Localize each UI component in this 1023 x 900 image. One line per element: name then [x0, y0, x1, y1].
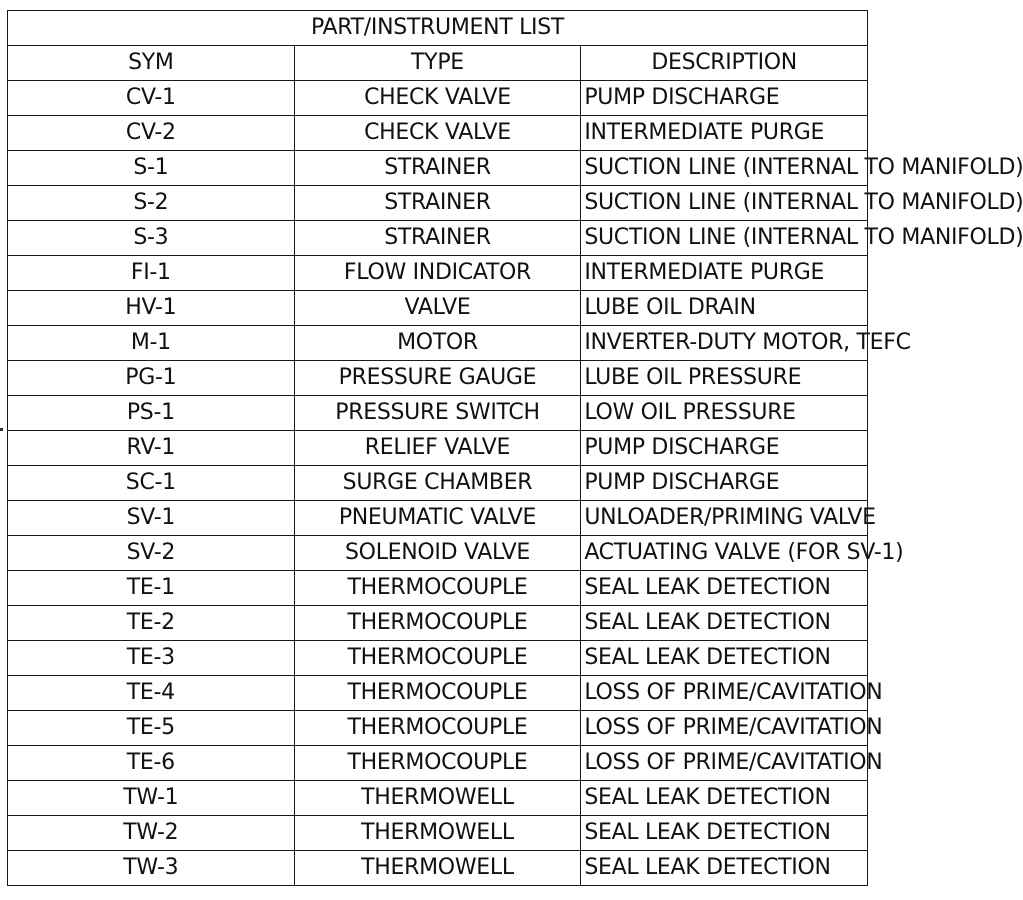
table-row	[8, 676, 868, 711]
cell-sym: SV-1	[8, 501, 295, 536]
cell-type: MOTOR	[294, 326, 581, 361]
cell-description: SUCTION LINE (INTERNAL TO MANIFOLD)	[581, 186, 868, 221]
cell-description: SUCTION LINE (INTERNAL TO MANIFOLD)	[581, 221, 868, 256]
cell-description: LOSS OF PRIME/CAVITATION	[581, 711, 868, 746]
cell-type: PRESSURE SWITCH	[294, 396, 581, 431]
cell-type: PNEUMATIC VALVE	[294, 501, 581, 536]
table-row	[8, 221, 868, 256]
cell-type: THERMOCOUPLE	[294, 676, 581, 711]
cell-description: SEAL LEAK DETECTION	[581, 816, 868, 851]
table-row	[8, 151, 868, 186]
cell-description: LOSS OF PRIME/CAVITATION	[581, 676, 868, 711]
cell-description: INTERMEDIATE PURGE	[581, 116, 868, 151]
table-row	[8, 431, 868, 466]
cell-type: THERMOCOUPLE	[294, 641, 581, 676]
cell-sym: TW-1	[8, 781, 295, 816]
table-body	[8, 81, 1023, 886]
cell-sym: CV-2	[8, 116, 295, 151]
header-sym: SYM	[8, 46, 295, 81]
cell-description: PUMP DISCHARGE	[581, 431, 868, 466]
cell-description: LOSS OF PRIME/CAVITATION	[581, 746, 868, 781]
cell-description: INTERMEDIATE PURGE	[581, 256, 868, 291]
cell-description: SEAL LEAK DETECTION	[581, 571, 868, 606]
cell-type: SURGE CHAMBER	[294, 466, 581, 501]
table-row	[8, 536, 868, 571]
cell-sym: M-1	[8, 326, 295, 361]
cell-type: CHECK VALVE	[294, 116, 581, 151]
cell-description: SEAL LEAK DETECTION	[581, 641, 868, 676]
cell-description: LOW OIL PRESSURE	[581, 396, 868, 431]
cell-sym: TE-6	[8, 746, 295, 781]
cell-sym: TW-2	[8, 816, 295, 851]
cell-description: ACTUATING VALVE (FOR SV-1)	[581, 536, 868, 571]
cell-sym: TE-1	[8, 571, 295, 606]
table-row	[8, 606, 868, 641]
cell-description: SUCTION LINE (INTERNAL TO MANIFOLD)	[581, 151, 868, 186]
cell-description: UNLOADER/PRIMING VALVE	[581, 501, 868, 536]
table-row	[8, 291, 868, 326]
header-description: DESCRIPTION	[581, 46, 868, 81]
cell-type: SOLENOID VALVE	[294, 536, 581, 571]
cell-type: THERMOWELL	[294, 851, 581, 886]
cell-description: LUBE OIL PRESSURE	[581, 361, 868, 396]
table-row	[8, 396, 868, 431]
cell-sym: S-1	[8, 151, 295, 186]
table-row	[8, 361, 868, 396]
table-row	[8, 641, 868, 676]
cell-type: STRAINER	[294, 221, 581, 256]
cell-type: THERMOCOUPLE	[294, 711, 581, 746]
cell-description: SEAL LEAK DETECTION	[581, 606, 868, 641]
cell-sym: TE-2	[8, 606, 295, 641]
cell-type: VALVE	[294, 291, 581, 326]
cell-description: LUBE OIL DRAIN	[581, 291, 868, 326]
table-row	[8, 571, 868, 606]
cell-sym: TE-4	[8, 676, 295, 711]
table-row	[8, 816, 868, 851]
cell-sym: HV-1	[8, 291, 295, 326]
cell-description: PUMP DISCHARGE	[581, 466, 868, 501]
table-row	[8, 466, 868, 501]
table-row	[8, 116, 868, 151]
cell-sym: TE-3	[8, 641, 295, 676]
cell-description: SEAL LEAK DETECTION	[581, 851, 868, 886]
cell-sym: PG-1	[8, 361, 295, 396]
cell-sym: SC-1	[8, 466, 295, 501]
header-row	[8, 46, 868, 81]
parts-table	[7, 10, 1023, 886]
cell-type: THERMOCOUPLE	[294, 606, 581, 641]
table-row	[8, 711, 868, 746]
cell-sym: S-3	[8, 221, 295, 256]
cell-sym: TE-5	[8, 711, 295, 746]
title-row	[8, 11, 868, 46]
cell-type: THERMOCOUPLE	[294, 746, 581, 781]
cell-type: THERMOWELL	[294, 781, 581, 816]
cell-type: PRESSURE GAUGE	[294, 361, 581, 396]
cell-sym: CV-1	[8, 81, 295, 116]
table-row	[8, 501, 868, 536]
part-instrument-list	[7, 10, 1023, 886]
table-row	[8, 781, 868, 816]
cell-type: FLOW INDICATOR	[294, 256, 581, 291]
cell-description: PUMP DISCHARGE	[581, 81, 868, 116]
table-row	[8, 256, 868, 291]
cell-sym: SV-2	[8, 536, 295, 571]
cell-sym: FI-1	[8, 256, 295, 291]
table-row	[8, 746, 868, 781]
table-row	[8, 186, 868, 221]
table-title: PART/INSTRUMENT LIST	[8, 11, 868, 46]
table-row	[8, 851, 868, 886]
cell-sym: TW-3	[8, 851, 295, 886]
cell-type: CHECK VALVE	[294, 81, 581, 116]
header-type: TYPE	[294, 46, 581, 81]
cell-type: THERMOWELL	[294, 816, 581, 851]
cell-description: INVERTER-DUTY MOTOR, TEFC	[581, 326, 868, 361]
edge-mark	[0, 428, 3, 431]
table-row	[8, 326, 868, 361]
table-row	[8, 81, 868, 116]
cell-type: STRAINER	[294, 186, 581, 221]
cell-type: STRAINER	[294, 151, 581, 186]
cell-sym: S-2	[8, 186, 295, 221]
cell-description: SEAL LEAK DETECTION	[581, 781, 868, 816]
cell-type: RELIEF VALVE	[294, 431, 581, 466]
cell-sym: RV-1	[8, 431, 295, 466]
cell-type: THERMOCOUPLE	[294, 571, 581, 606]
cell-sym: PS-1	[8, 396, 295, 431]
